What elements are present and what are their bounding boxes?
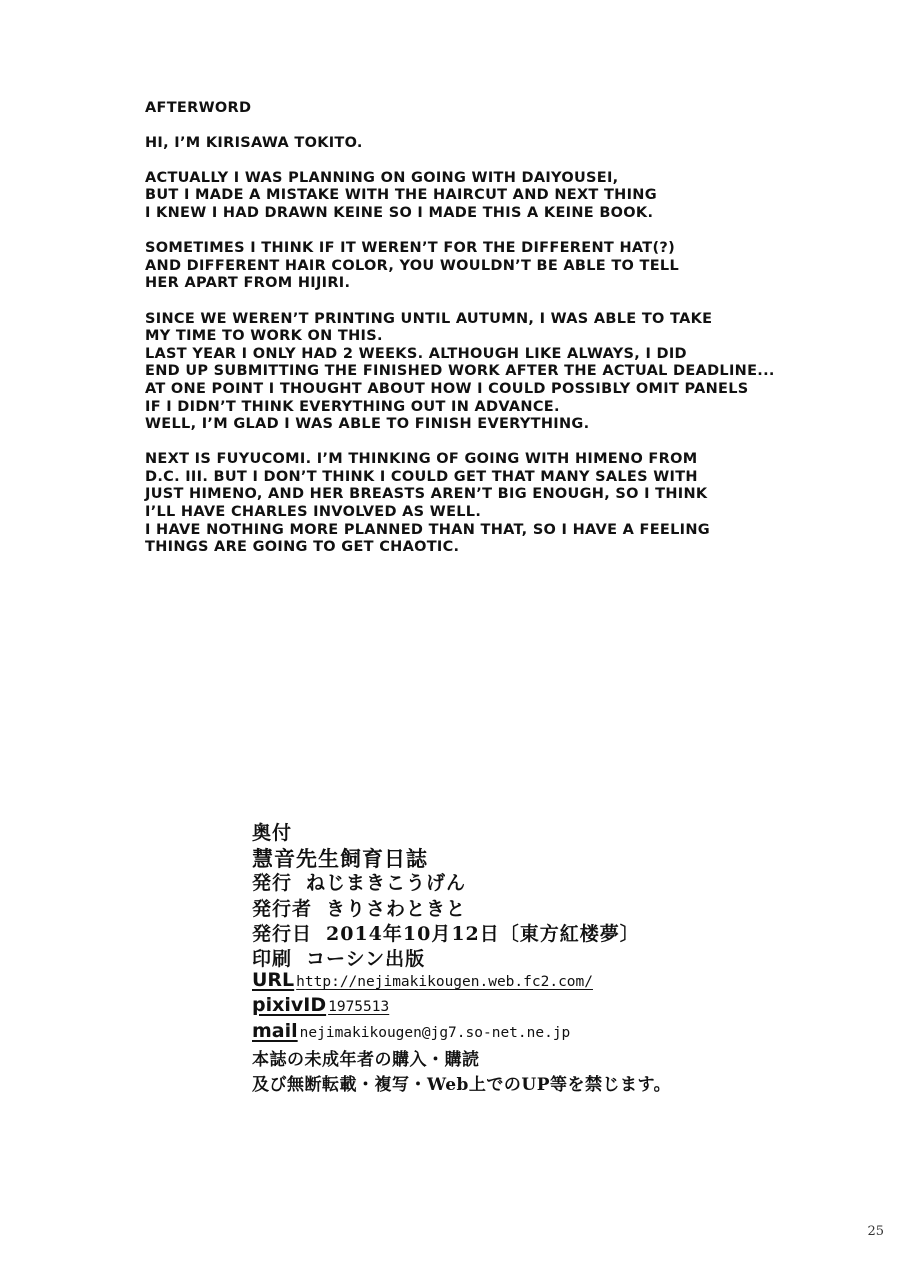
page-number: 25: [867, 1224, 884, 1239]
afterword-line: AT ONE POINT I THOUGHT ABOUT HOW I COULD POSSIBLY OMIT PANELS: [145, 380, 749, 397]
colophon-heading-row: [252, 818, 732, 843]
colophon-heading: 奥付: [252, 822, 293, 844]
afterword-paragraph: [145, 451, 835, 557]
notice-row-2: [252, 1070, 732, 1095]
afterword-line: HI, I’M KIRISAWA TOKITO.: [145, 134, 363, 151]
afterword-paragraph: [145, 135, 835, 153]
colophon: [252, 818, 732, 1095]
afterword-line: END UP SUBMITTING THE FINISHED WORK AFTER THE ACTUAL DEADLINE...: [145, 363, 775, 380]
notice-line-2: 及び無断転載・複写・Web上でのUP等を禁じます。: [252, 1074, 672, 1095]
notice-row-1: [252, 1045, 732, 1070]
book-title-row: [252, 843, 732, 872]
afterword-line: IF I DIDN’T THINK EVERYTHING OUT IN ADVANCE.: [145, 398, 560, 415]
issuer-value: きりさわときと: [326, 897, 467, 920]
url-label: URL: [252, 969, 295, 992]
mail-label: mail: [252, 1019, 298, 1042]
pixiv-row: [252, 994, 732, 1019]
afterword-line: MY TIME TO WORK ON THIS.: [145, 328, 383, 345]
afterword-line: I HAVE NOTHING MORE PLANNED THAN THAT, SO I HAVE A FEELING: [145, 521, 710, 538]
afterword-line: WELL, I’M GLAD I WAS ABLE TO FINISH EVERYTHING.: [145, 416, 590, 433]
url-link[interactable]: http://nejimakikougen.web.fc2.com/: [296, 974, 593, 991]
printer-label: 印刷: [252, 947, 293, 970]
afterword-line: HER APART FROM HIJIRI.: [145, 275, 351, 292]
afterword-line: BUT I MADE A MISTAKE WITH THE HAIRCUT AND NEXT THING: [145, 187, 657, 204]
issuer-label: 発行者: [252, 897, 313, 920]
printer-value: コーシン出版: [306, 947, 426, 970]
pixiv-id: 1975513: [328, 999, 390, 1016]
afterword-line: ACTUALLY I WAS PLANNING ON GOING WITH DAIYOUSEI,: [145, 169, 619, 186]
afterword-line: THINGS ARE GOING TO GET CHAOTIC.: [145, 539, 460, 556]
url-row: [252, 969, 732, 994]
afterword-section: [145, 100, 835, 574]
publisher-value: ねじまきこうげん: [306, 872, 467, 895]
afterword-body: [145, 135, 835, 557]
afterword-line: AND DIFFERENT HAIR COLOR, YOU WOULDN’T BE ABLE TO TELL: [145, 257, 680, 274]
afterword-line: I’LL HAVE CHARLES INVOLVED AS WELL.: [145, 504, 482, 521]
afterword-heading: AFTERWORD: [145, 100, 252, 116]
afterword-line: D.C. III. BUT I DON’T THINK I COULD GET THAT MANY SALES WITH: [145, 468, 698, 485]
afterword-line: SOMETIMES I THINK IF IT WEREN’T FOR THE DIFFERENT HAT(?): [145, 240, 676, 257]
book-title: 慧音先生飼育日誌: [252, 846, 428, 872]
publisher-row: [252, 868, 732, 893]
publisher-label: 発行: [252, 872, 293, 895]
printer-row: [252, 944, 732, 969]
afterword-paragraph: [145, 311, 835, 434]
mail-address[interactable]: nejimakikougen@jg7.so-net.ne.jp: [299, 1024, 571, 1041]
afterword-line: JUST HIMENO, AND HER BREASTS AREN’T BIG ENOUGH, SO I THINK: [145, 486, 708, 503]
afterword-paragraph: [145, 170, 835, 223]
afterword-line: LAST YEAR I ONLY HAD 2 WEEKS. ALTHOUGH LIKE ALWAYS, I DID: [145, 345, 687, 362]
afterword-line: SINCE WE WEREN’T PRINTING UNTIL AUTUMN, I WAS ABLE TO TAKE: [145, 310, 713, 327]
pixiv-label: pixivID: [252, 994, 327, 1017]
notice-line-1: 本誌の未成年者の購入・購読: [252, 1049, 480, 1070]
mail-row: [252, 1020, 732, 1045]
date-label: 発行日: [252, 922, 313, 945]
afterword-paragraph: [145, 240, 835, 293]
afterword-line: I KNEW I HAD DRAWN KEINE SO I MADE THIS A KEINE BOOK.: [145, 204, 654, 221]
issuer-row: [252, 894, 732, 919]
date-value: 2014年10月12日〔東方紅楼夢〕: [326, 922, 640, 945]
afterword-line: NEXT IS FUYUCOMI. I’M THINKING OF GOING WITH HIMENO FROM: [145, 451, 698, 468]
date-row: [252, 919, 732, 944]
